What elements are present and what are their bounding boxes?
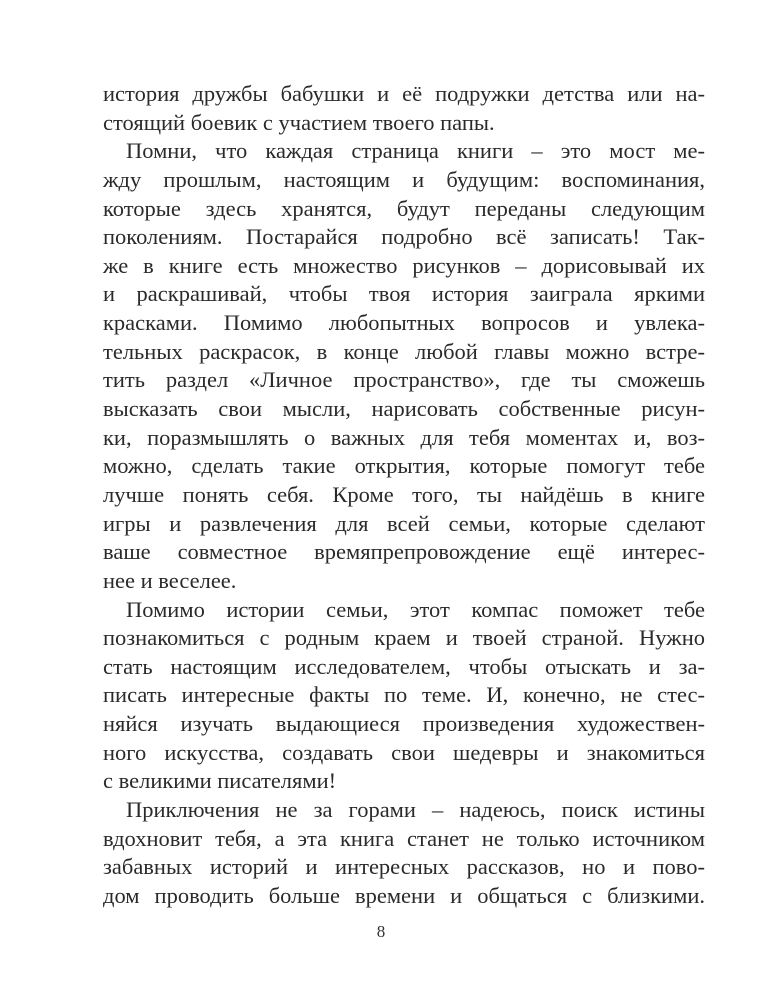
text-line: которые здесь хранятся, будут переданы следующим xyxy=(103,195,705,221)
text-line: забавных историй и интересных рассказов, но и пово- xyxy=(103,854,705,880)
text-line: нее и веселее. xyxy=(103,567,237,593)
text-line: стоящий боевик с участием твоего папы. xyxy=(103,109,495,135)
text-line: красками. Помимо любопытных вопросов и увлека- xyxy=(103,310,705,336)
text-line: стать настоящим исследователем, чтобы отыскать и за- xyxy=(103,653,705,679)
text-line: жду прошлым, настоящим и будущим: воспоминания, xyxy=(103,166,705,192)
text-line: вдохновит тебя, а эта книга станет не только источником xyxy=(103,825,705,851)
text-line: тить раздел «Личное пространство», где ты сможешь xyxy=(103,367,705,393)
text-line: ваше совместное времяпрепровождение ещё интерес- xyxy=(103,539,705,565)
text-line: и раскрашивай, чтобы твоя история заиграла яркими xyxy=(103,281,705,307)
text-line: высказать свои мысли, нарисовать собственные рисун- xyxy=(103,396,705,422)
paragraph xyxy=(103,596,705,796)
page-number: 8 xyxy=(376,922,386,941)
paragraph xyxy=(103,137,705,595)
paragraph xyxy=(103,796,705,911)
text-line: лучше понять себя. Кроме того, ты найдёшь в книге xyxy=(103,481,705,507)
text-line: же в книге есть множество рисунков – дорисовывай их xyxy=(103,252,705,278)
text-line: тельных раскрасок, в конце любой главы можно встре- xyxy=(103,338,705,364)
text-line: история дружбы бабушки и её подружки детства или на- xyxy=(103,81,705,106)
text-line: с великими писателями! xyxy=(103,768,337,794)
text-line: познакомиться с родным краем и твоей страной. Нужно xyxy=(103,625,705,651)
paragraph xyxy=(103,80,705,137)
text-line: няйся изучать выдающиеся произведения художествен- xyxy=(103,711,705,737)
text-line: можно, сделать такие открытия, которые помогут тебе xyxy=(103,453,705,479)
text-line: игры и развлечения для всей семьи, которые сделают xyxy=(103,510,705,536)
text-line: Помни, что каждая страница книги – это мост ме- xyxy=(126,138,705,164)
text-line: Помимо истории семьи, этот компас поможет тебе xyxy=(126,596,705,622)
text-line: писать интересные факты по теме. И, конечно, не стес- xyxy=(103,682,705,708)
text-line: ного искусства, создавать свои шедевры и знакомиться xyxy=(103,739,705,765)
text-line: дом проводить больше времени и общаться с близкими. xyxy=(103,882,705,908)
text-line: ки, поразмышлять о важных для тебя моментах и, воз- xyxy=(103,424,705,450)
text-line: Приключения не за горами – надеюсь, поиск истины xyxy=(126,797,705,823)
page-body xyxy=(103,80,705,911)
text-line: поколениям. Постарайся подробно всё записать! Так- xyxy=(103,224,705,250)
